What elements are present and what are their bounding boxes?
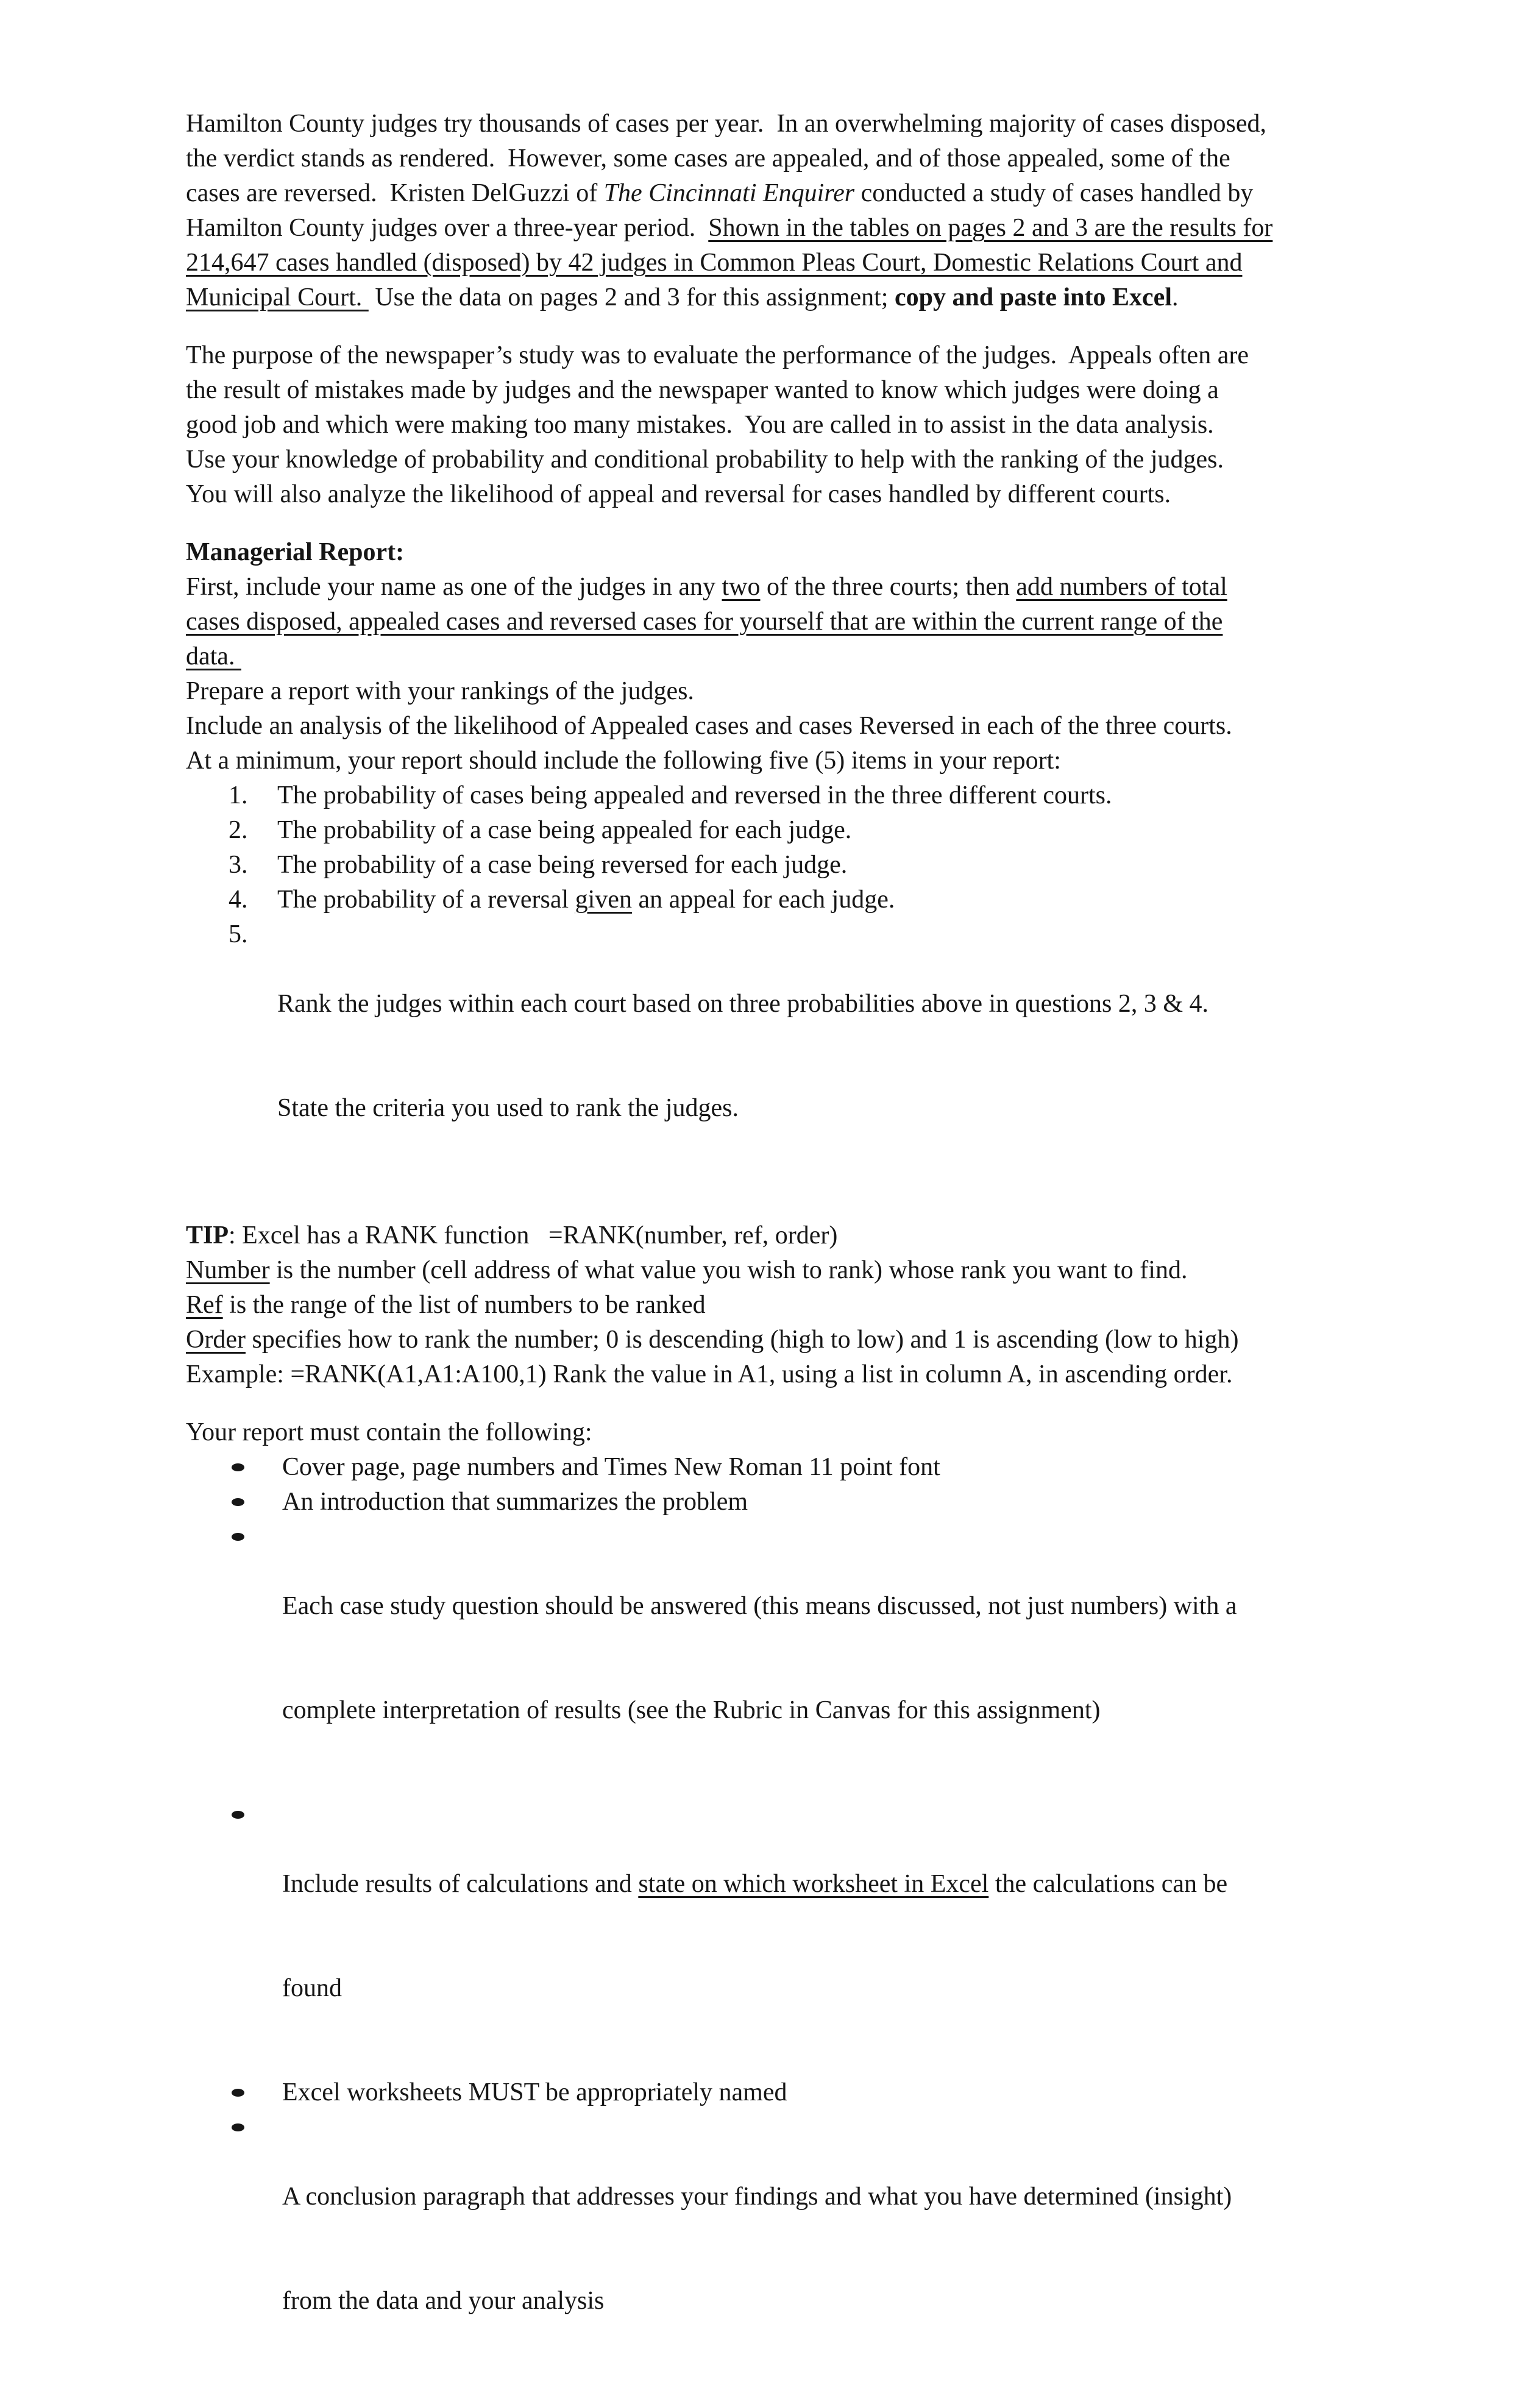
text-run: the calculations can be bbox=[988, 1870, 1228, 1898]
text-line: found bbox=[282, 1974, 342, 2002]
requirements-bullet-list bbox=[186, 1450, 1400, 2388]
underlined-text: Number bbox=[186, 1256, 270, 1284]
underlined-text: 214,647 cases handled (disposed) by 42 judges in Common Pleas Court, Domestic Relations Court and bbox=[186, 249, 1243, 277]
newspaper-name-italic: The Cincinnati Enquirer bbox=[603, 179, 855, 207]
text-line bbox=[186, 1288, 1400, 1323]
text-line: complete interpretation of results (see the Rubric in Canvas for this assignment) bbox=[282, 1696, 1101, 1724]
underlined-text: two bbox=[722, 573, 761, 601]
text-line bbox=[186, 639, 1400, 674]
bullet-item bbox=[229, 2110, 1400, 2388]
bullet-text: An introduction that summarizes the problem bbox=[282, 1488, 748, 1516]
item-text: The probability of a case being appealed for each judge. bbox=[277, 816, 852, 844]
bullet-text bbox=[282, 1519, 1237, 1797]
text-run: First, include your name as one of the judges in any bbox=[186, 573, 722, 601]
underlined-text: data. bbox=[186, 642, 241, 670]
text-line: Include an analysis of the likelihood of Appealed cases and cases Reversed in each of the three courts. bbox=[186, 712, 1232, 740]
text-run: The probability of a reversal bbox=[277, 886, 575, 914]
bullet-icon bbox=[229, 2110, 282, 2388]
item-text: The probability of cases being appealed and reversed in the three different courts. bbox=[277, 781, 1112, 809]
text-line: the result of mistakes made by judges and the newspaper wanted to know which judges were doing a bbox=[186, 376, 1219, 404]
purpose-paragraph bbox=[186, 338, 1400, 512]
text-run: Hamilton County judges over a three-year period. bbox=[186, 214, 709, 242]
text-line: Rank the judges within each court based on three probabilities above in questions 2, 3 & 4. bbox=[277, 990, 1208, 1018]
underlined-text: Ref bbox=[186, 1291, 223, 1319]
bullet-icon bbox=[229, 1485, 282, 1519]
underlined-text: add numbers of total bbox=[1016, 573, 1227, 601]
text-line: Each case study question should be answered (this means discussed, not just numbers) with a bbox=[282, 1592, 1237, 1620]
underlined-text: given bbox=[575, 886, 632, 914]
bullet-item bbox=[229, 2075, 1400, 2110]
tip-label-bold: TIP bbox=[186, 1221, 229, 1249]
text-line bbox=[282, 1867, 1227, 1902]
list-item bbox=[229, 848, 1400, 883]
text-line: the verdict stands as rendered. However, some cases are appealed, and of those appealed, some of the bbox=[186, 144, 1230, 172]
text-run: is the range of the list of numbers to be ranked bbox=[222, 1291, 706, 1319]
text-line: The purpose of the newspaper’s study was to evaluate the performance of the judges. Appeals often are bbox=[186, 341, 1249, 369]
text-run: of the three courts; then bbox=[760, 573, 1017, 601]
text-line: Prepare a report with your rankings of the judges. bbox=[186, 677, 694, 705]
underlined-text: state on which worksheet in Excel bbox=[638, 1870, 989, 1898]
text-line bbox=[186, 570, 1400, 605]
text-line: good job and which were making too many mistakes. You are called in to assist in the data analysis. bbox=[186, 411, 1214, 439]
item-number: 2. bbox=[229, 816, 248, 844]
bold-text: copy and paste into Excel bbox=[894, 283, 1172, 311]
text-line bbox=[186, 605, 1400, 639]
managerial-report-heading: Managerial Report: bbox=[186, 538, 405, 566]
text-line: from the data and your analysis bbox=[282, 2287, 605, 2315]
list-item bbox=[229, 917, 1400, 1195]
text-run: conducted a study of cases handled by bbox=[854, 179, 1254, 207]
text-run: . bbox=[1172, 283, 1179, 311]
text-run: : Excel has a RANK function =RANK(number, ref, order) bbox=[229, 1221, 838, 1249]
underlined-text: Shown in the tables on pages 2 and 3 are the results for bbox=[708, 214, 1273, 242]
bullet-text: Excel worksheets MUST be appropriately named bbox=[282, 2078, 787, 2106]
bullet-text bbox=[282, 2110, 1232, 2388]
tip-paragraph bbox=[186, 1218, 1400, 1392]
requirements-intro: Your report must contain the following: bbox=[186, 1418, 592, 1446]
item-text: The probability of a case being reversed for each judge. bbox=[277, 851, 848, 879]
list-item bbox=[229, 813, 1400, 848]
item-text bbox=[277, 883, 895, 917]
managerial-report-section bbox=[186, 535, 1400, 1195]
list-item bbox=[229, 778, 1400, 813]
text-line bbox=[186, 246, 1400, 280]
text-line bbox=[186, 1253, 1400, 1288]
requirements-section bbox=[186, 1415, 1400, 2388]
text-line: Use your knowledge of probability and conditional probability to help with the ranking of the judges. bbox=[186, 446, 1224, 474]
item-text bbox=[277, 917, 1208, 1195]
text-line: Hamilton County judges try thousands of cases per year. In an overwhelming majority of cases disposed, bbox=[186, 110, 1266, 138]
text-line bbox=[186, 211, 1400, 246]
text-run: specifies how to rank the number; 0 is descending (high to low) and 1 is ascending (low to high) bbox=[245, 1326, 1239, 1354]
text-line: State the criteria you used to rank the judges. bbox=[277, 1094, 739, 1122]
underlined-text: Order bbox=[186, 1326, 246, 1354]
text-run: an appeal for each judge. bbox=[631, 886, 895, 914]
bullet-item bbox=[229, 1450, 1400, 1485]
bullet-item bbox=[229, 1485, 1400, 1519]
text-run: cases are reversed. Kristen DelGuzzi of bbox=[186, 179, 604, 207]
underlined-text: Municipal Court. bbox=[186, 283, 369, 311]
item-number: 5. bbox=[229, 920, 248, 948]
text-line bbox=[186, 176, 1400, 211]
text-run: is the number (cell address of what value you wish to rank) whose rank you want to find. bbox=[269, 1256, 1188, 1284]
bullet-icon bbox=[229, 1519, 282, 1797]
underlined-text: cases disposed, appealed cases and reversed cases for yourself that are within the current range of the bbox=[186, 608, 1223, 636]
report-items-list bbox=[186, 778, 1400, 1195]
bullet-icon bbox=[229, 2075, 282, 2110]
text-line: You will also analyze the likelihood of appeal and reversal for cases handled by different courts. bbox=[186, 480, 1171, 508]
bullet-item bbox=[229, 1519, 1400, 1797]
text-line: Example: =RANK(A1,A1:A100,1) Rank the value in A1, using a list in column A, in ascending order. bbox=[186, 1360, 1233, 1388]
intro-paragraph bbox=[186, 107, 1400, 315]
bullet-text bbox=[282, 1797, 1227, 2075]
list-item bbox=[229, 883, 1400, 917]
text-line bbox=[186, 280, 1400, 315]
text-run: Include results of calculations and bbox=[282, 1870, 639, 1898]
text-run: Use the data on pages 2 and 3 for this assignment; bbox=[368, 283, 895, 311]
bullet-icon bbox=[229, 1797, 282, 2075]
bullet-text: Cover page, page numbers and Times New Roman 11 point font bbox=[282, 1453, 940, 1481]
text-line: A conclusion paragraph that addresses your findings and what you have determined (insight) bbox=[282, 2183, 1232, 2211]
text-line: At a minimum, your report should include the following five (5) items in your report: bbox=[186, 747, 1061, 775]
text-line bbox=[186, 1323, 1400, 1357]
item-number: 4. bbox=[229, 886, 248, 914]
bullet-icon bbox=[229, 1450, 282, 1485]
bullet-item bbox=[229, 1797, 1400, 2075]
item-number: 1. bbox=[229, 781, 248, 809]
text-line bbox=[186, 1218, 1400, 1253]
item-number: 3. bbox=[229, 851, 248, 879]
